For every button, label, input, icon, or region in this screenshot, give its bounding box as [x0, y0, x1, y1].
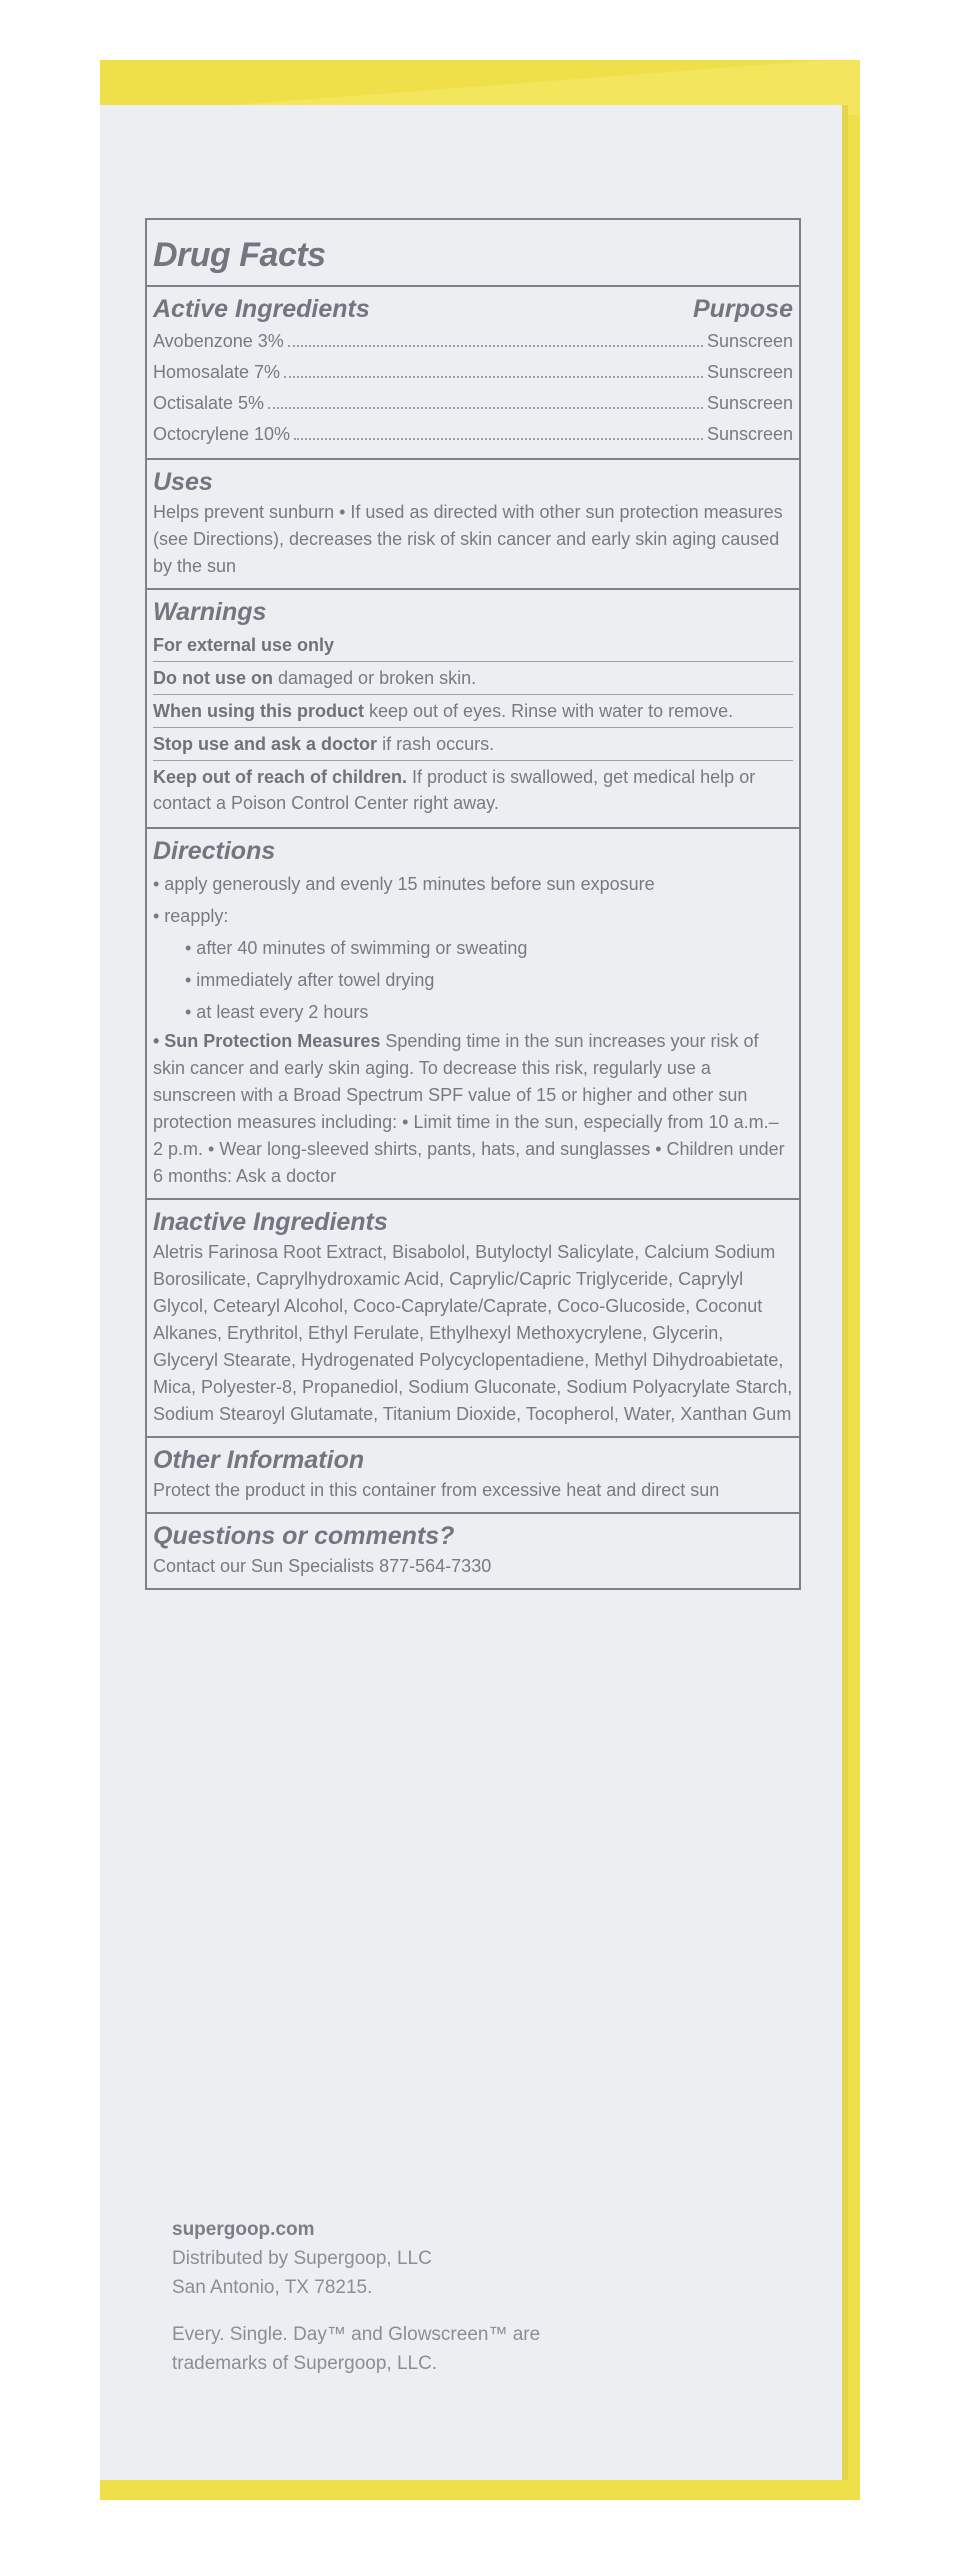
uses-section: [147, 460, 799, 590]
leader-dots: [288, 345, 703, 347]
active-header: [153, 291, 793, 326]
other-information-heading: Other Information: [153, 1446, 365, 1474]
active-ingredients-heading: Active Ingredients: [153, 295, 370, 323]
when-using-warning: [153, 694, 793, 727]
direction-item: • reapply:: [153, 906, 229, 926]
warnings-heading: Warnings: [153, 598, 267, 626]
warning-text: keep out of eyes. Rinse with water to remove.: [363, 701, 734, 721]
ingredient-purpose: Sunscreen: [706, 331, 793, 351]
questions-text: Contact our Sun Specialists 877-564-7330: [153, 1556, 492, 1576]
directions-section: [147, 829, 799, 1200]
inactive-ingredients-text: Aletris Farinosa Root Extract, Bisabolol, Butyloctyl Salicylate, Calcium Sodium Borosilicate, Caprylhydroxamic Acid, Caprylic/Capric Triglyceride, Caprylyl Glycol, Cetearyl Alcohol, Coco-Caprylate/Caprate, Coco-Glucoside, Coconut Alkanes, Erythritol, Ethyl Ferulate, Ethylhexyl Methoxycrylene, Glycerin, Glyceryl Stearate, Hydrogenated Polycyclopentadiene, Methyl Dihydroabietate, Mica, Polyester-8, Propanediol, Sodium Gluconate, Sodium Polyacrylate Starch, Sodium Stearoyl Glutamate, Titanium Dioxide, Tocopherol, Water, Xanthan Gum: [153, 1242, 793, 1424]
direction-subitem: • after 40 minutes of swimming or sweating: [185, 938, 528, 958]
uses-text: Helps prevent sunburn • If used as directed with other sun protection measures (see Directions), decreases the risk of skin cancer and early skin aging caused by the sun: [153, 502, 783, 576]
active-row: [153, 326, 793, 357]
spacer: [172, 2302, 732, 2320]
ingredient-name: Homosalate 7%: [153, 362, 281, 382]
inactive-ingredients-section: [147, 1200, 799, 1438]
distributor-line: Distributed by Supergoop, LLC: [172, 2248, 432, 2269]
directions-heading: Directions: [153, 837, 276, 865]
website: supergoop.com: [172, 2219, 315, 2240]
warnings-section: [147, 590, 799, 829]
distributor-address: San Antonio, TX 78215.: [172, 2277, 373, 2298]
leader-dots: [294, 438, 703, 440]
warning-bold: When using this product: [153, 701, 364, 721]
warning-bold: Keep out of reach of children.: [153, 767, 408, 787]
spm-text: Spending time in the sun increases your risk of skin cancer and early skin aging. To decrease this risk, regularly use a sunscreen with a Broad Spectrum SPF value of 15 or higher and other sun protection measures including: • Limit time in the sun, especially from 10 a.m.– 2 p.m. • Wear long-sleeved shirts, pants, hats, and sunglasses • Children under 6 months: Ask a doctor: [153, 1031, 785, 1186]
warning-bold: Do not use on: [153, 668, 273, 688]
ingredient-purpose: Sunscreen: [706, 393, 793, 413]
questions-heading: Questions or comments?: [153, 1522, 455, 1550]
warning-text: damaged or broken skin.: [273, 668, 477, 688]
other-information-text: Protect the product in this container from excessive heat and direct sun: [153, 1480, 720, 1500]
warning-text: if rash occurs.: [377, 734, 495, 754]
warning-bold: Stop use and ask a doctor: [153, 734, 378, 754]
keep-out-warning: [153, 760, 793, 819]
trademark-line: Every. Single. Day™ and Glowscreen™ are: [172, 2324, 541, 2345]
trademark-line: trademarks of Supergoop, LLC.: [172, 2353, 438, 2374]
leader-dots: [268, 407, 703, 409]
active-row: [153, 357, 793, 388]
direction-subitem: • at least every 2 hours: [185, 1002, 369, 1022]
ingredient-purpose: Sunscreen: [706, 424, 793, 444]
other-information-section: [147, 1438, 799, 1514]
warning-text: If product is swallowed, get medical help or contact a Poison Control Center right away.: [153, 767, 756, 813]
spm-bold: • Sun Protection Measures: [153, 1031, 381, 1051]
direction-item: • apply generously and evenly 15 minutes before sun exposure: [153, 874, 655, 894]
active-ingredients-section: [147, 287, 799, 460]
ingredient-name: Avobenzone 3%: [153, 331, 284, 351]
sun-protection-measures: [153, 1028, 793, 1190]
ingredient-name: Octocrylene 10%: [153, 424, 291, 444]
questions-section: [147, 1514, 799, 1588]
uses-heading: Uses: [153, 468, 213, 496]
footer: [172, 2215, 732, 2378]
active-row: [153, 419, 793, 450]
drug-facts-panel: [145, 218, 801, 1590]
stop-use-warning: [153, 727, 793, 760]
purpose-heading: Purpose: [692, 295, 793, 323]
drug-facts-title: Drug Facts: [147, 220, 799, 287]
direction-subitem: • immediately after towel drying: [185, 970, 435, 990]
external-use-warning: For external use only: [153, 635, 335, 655]
do-not-use-warning: [153, 661, 793, 694]
leader-dots: [284, 376, 703, 378]
inactive-ingredients-heading: Inactive Ingredients: [153, 1208, 388, 1236]
ingredient-name: Octisalate 5%: [153, 393, 265, 413]
ingredient-purpose: Sunscreen: [706, 362, 793, 382]
active-row: [153, 388, 793, 419]
